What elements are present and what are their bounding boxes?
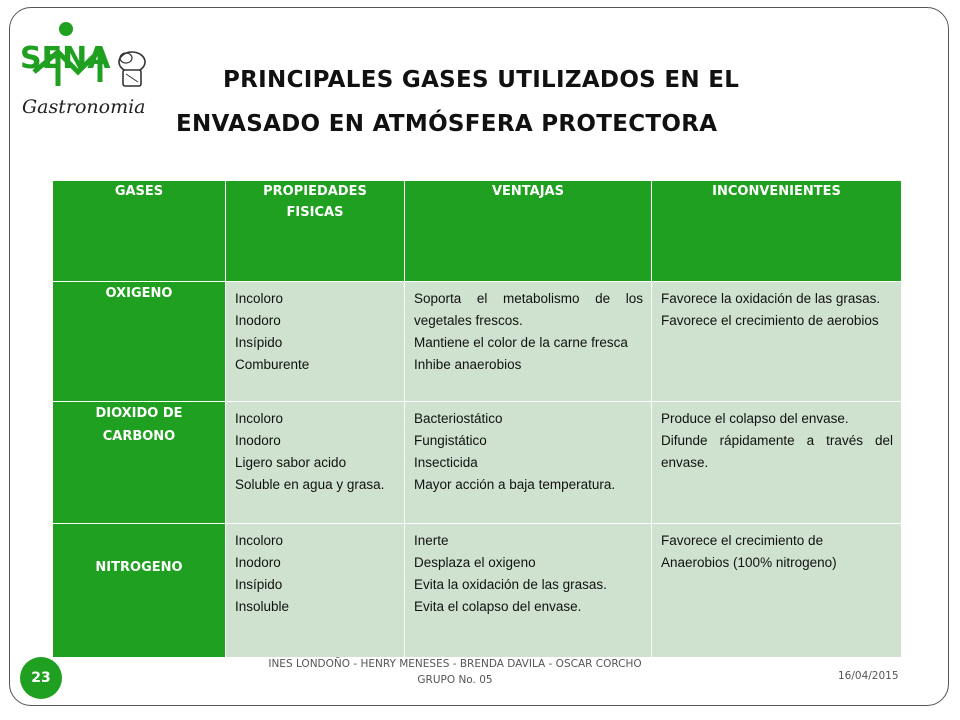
advantages-cell <box>405 402 652 524</box>
advantage-item: Inerte <box>414 533 449 548</box>
logo-sub-text: Gastronomia <box>22 96 146 118</box>
footer-group: GRUPO No. 05 <box>417 674 493 686</box>
property-item: Ligero sabor acido <box>235 455 347 470</box>
page-title <box>176 58 876 146</box>
property-item: Incoloro <box>235 411 284 426</box>
advantage-item: Bacteriostático <box>414 411 503 426</box>
properties-cell <box>226 524 405 658</box>
advantage-item: Fungistático <box>414 433 487 448</box>
disadvantage-item: Difunde rápidamente a través del envase. <box>661 433 893 470</box>
disadvantages-cell <box>652 282 902 402</box>
gases-table <box>52 180 902 658</box>
header-ventajas: VENTAJAS <box>405 181 652 282</box>
property-item: Inodoro <box>235 313 281 328</box>
property-item: Incoloro <box>235 533 284 548</box>
header-gases: GASES <box>53 181 226 282</box>
property-item: Comburente <box>235 357 310 372</box>
table-row <box>53 524 902 658</box>
gas-name: OXIGENO <box>53 282 226 402</box>
footer-date: 16/04/2015 <box>838 670 899 682</box>
advantage-item: Soporta el metabolismo de los vegetales frescos. <box>414 291 643 328</box>
property-item: Insoluble <box>235 599 290 614</box>
disadvantages-cell <box>652 524 902 658</box>
advantage-item: Evita la oxidación de las grasas. <box>414 577 607 592</box>
property-item: Soluble en agua y grasa. <box>235 477 385 492</box>
properties-cell <box>226 282 405 402</box>
sena-logo-icon <box>18 20 168 100</box>
advantages-cell <box>405 282 652 402</box>
disadvantage-item: Favorece el crecimiento de Anaerobios (100% nitrogeno) <box>661 533 837 570</box>
property-item: Inodoro <box>235 433 281 448</box>
disadvantage-item: Produce el colapso del envase. <box>661 411 849 426</box>
property-item: Insípido <box>235 577 283 592</box>
gas-name: DIOXIDO DE CARBONO <box>53 402 226 524</box>
table-row <box>53 282 902 402</box>
advantage-item: Evita el colapso del envase. <box>414 599 582 614</box>
table-header-row <box>53 181 902 282</box>
advantages-cell <box>405 524 652 658</box>
footer-credits <box>230 656 680 688</box>
advantage-item: Mantiene el color de la carne fresca <box>414 335 628 350</box>
disadvantage-item: Favorece la oxidación de las grasas. <box>661 291 881 306</box>
property-item: Insípido <box>235 335 283 350</box>
advantage-item: Inhibe anaerobios <box>414 357 522 372</box>
disadvantage-item: Favorece el crecimiento de aerobios <box>661 313 879 328</box>
property-item: Inodoro <box>235 555 281 570</box>
gas-name: NITROGENO <box>53 524 226 658</box>
header-propiedades: PROPIEDADES FISICAS <box>226 181 405 282</box>
logo-org-text: SENA <box>20 41 111 76</box>
table-row <box>53 402 902 524</box>
title-line-1: PRINCIPALES GASES UTILIZADOS EN EL <box>223 67 740 93</box>
properties-cell <box>226 402 405 524</box>
title-line-2: ENVASADO EN ATMÓSFERA PROTECTORA <box>176 111 718 137</box>
footer-authors: INES LONDOÑO - HENRY MENESES - BRENDA DAVILA - OSCAR CORCHO <box>268 658 642 670</box>
sena-logo <box>18 20 168 130</box>
slide-number-badge: 23 <box>20 657 62 699</box>
advantage-item: Mayor acción a baja temperatura. <box>414 477 616 492</box>
advantage-item: Insecticida <box>414 455 478 470</box>
property-item: Incoloro <box>235 291 284 306</box>
advantage-item: Desplaza el oxigeno <box>414 555 536 570</box>
header-inconvenientes: INCONVENIENTES <box>652 181 902 282</box>
disadvantages-cell <box>652 402 902 524</box>
